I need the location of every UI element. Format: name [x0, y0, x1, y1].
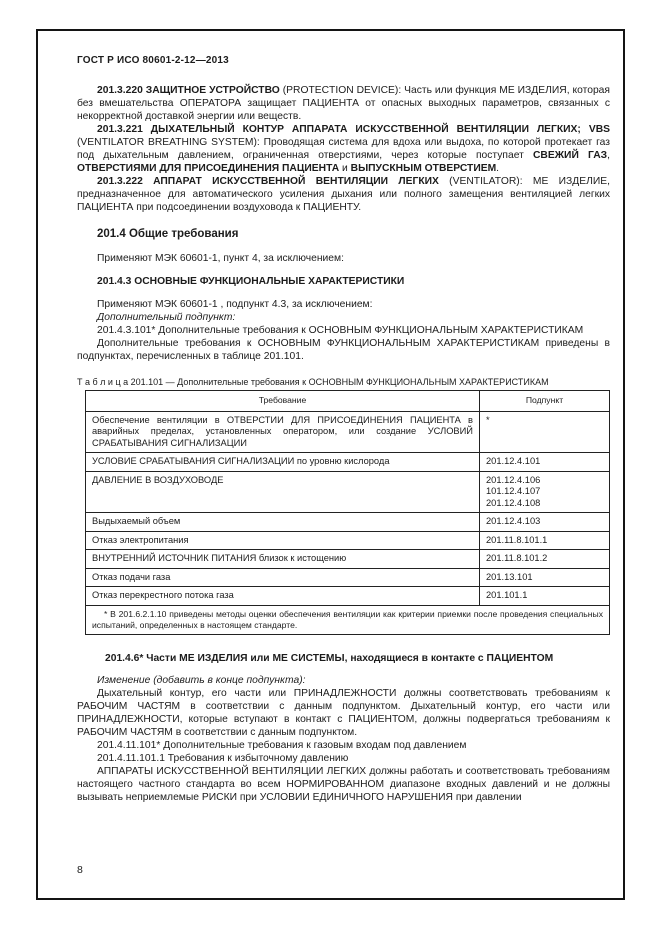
cell-subclause: 201.12.4.103	[480, 513, 610, 532]
cell-subclause: *	[480, 411, 610, 453]
cell-requirement: Отказ перекрестного потока газа	[86, 587, 480, 606]
cell-subclause: 201.12.4.101	[480, 453, 610, 472]
cell-requirement: Отказ электропитания	[86, 531, 480, 550]
paragraph-apply-clause-4-3: Применяют МЭК 60601-1 , подпункт 4.3, за исключением:	[97, 299, 373, 310]
cell-subclause: 201.11.8.101.1	[480, 531, 610, 550]
definition-201-3-220: 201.3.220 ЗАЩИТНОЕ УСТРОЙСТВО (PROTECTION DEVICE): Часть или функция МЕ ИЗДЕЛИЯ, которая без вмешательства ОПЕРАТОРА защищает ПАЦИЕНТА от опасных выходных параметров, связанных с некорректной доставкой энергии или веществ.	[77, 85, 610, 122]
cell-requirement: Отказ подачи газа	[86, 568, 480, 587]
paragraph-additional-subclause: Дополнительный подпункт:	[97, 312, 236, 323]
cell-requirement: Выдыхаемый объем	[86, 513, 480, 532]
table-row	[86, 568, 610, 587]
column-header-requirement: Требование	[86, 391, 480, 412]
definition-201-3-221: 201.3.221 ДЫХАТЕЛЬНЫЙ КОНТУР АППАРАТА ИСКУССТВЕННОЙ ВЕНТИЛЯЦИИ ЛЕГКИХ; VBS (VENTILATOR BREATHING SYSTEM): Проводящая система для вдоха или выдоха, по которой протекает газ под дыхательным давлением, ограниченная отверстиями, через которые поступает СВЕЖИЙ ГАЗ, ОТВЕРСТИЯМИ ДЛЯ ПРИСОЕДИНЕНИЯ ПАЦИЕНТА и ВЫПУСКНЫМ ОТВЕРСТИЕМ.	[77, 124, 610, 174]
paragraph-apply-clause-4: Применяют МЭК 60601-1, пункт 4, за исключением:	[97, 253, 344, 264]
cell-requirement: УСЛОВИЕ СРАБАТЫВАНИЯ СИГНАЛИЗАЦИИ по уровню кислорода	[86, 453, 480, 472]
table-footnote-row	[86, 605, 610, 634]
paragraph-table-intro: Дополнительные требования к ОСНОВНЫМ ФУНКЦИОНАЛЬНЫМ ХАРАКТЕРИСТИКАМ приведены в подпунктах, перечисленных в таблице 201.101.	[77, 338, 610, 362]
page-frame	[36, 29, 625, 900]
column-header-subclause: Подпункт	[480, 391, 610, 412]
table-row	[86, 587, 610, 606]
table-row	[86, 531, 610, 550]
cell-subclause: 201.11.8.101.2	[480, 550, 610, 569]
cell-subclause: 201.12.4.106 101.12.4.107 201.12.4.108	[480, 471, 610, 513]
page-number: 8	[77, 864, 83, 876]
cell-requirement: Обеспечение вентиляции в ОТВЕРСТИИ ДЛЯ ПРИСОЕДИНЕНИЯ ПАЦИЕНТА в аварийных пределах, установленных оператором, или создание УСЛОВИЙ СРАБАТЫВАНИЯ СИГНАЛИЗАЦИИ	[86, 411, 480, 453]
table-caption: Т а б л и ц а 201.101 — Дополнительные требования к ОСНОВНЫМ ФУНКЦИОНАЛЬНЫМ ХАРАКТЕРИСТИКАМ	[77, 377, 549, 387]
table-row	[86, 411, 610, 453]
table-footnote: * В 201.6.2.1.10 приведены методы оценки обеспечения вентиляции как критерии приемки после проведения специальных испытаний, определенных в настоящем стандарте.	[86, 605, 610, 634]
table-row	[86, 513, 610, 532]
definition-201-3-222: 201.3.222 АППАРАТ ИСКУССТВЕННОЙ ВЕНТИЛЯЦИИ ЛЕГКИХ (VENTILATOR): МЕ ИЗДЕЛИЕ, предназначенное для автоматического усиления дыхания или полного замещения вентиляцией легких ПАЦИЕНТА при подсоединении воздуховода к ПАЦИЕНТУ.	[77, 176, 610, 213]
table-row	[86, 550, 610, 569]
requirements-table	[85, 390, 610, 635]
table-header-row	[86, 391, 610, 412]
table-row	[86, 471, 610, 513]
table-row	[86, 453, 610, 472]
cell-subclause: 201.101.1	[480, 587, 610, 606]
paragraph-ventilators: АППАРАТЫ ИСКУССТВЕННОЙ ВЕНТИЛЯЦИИ ЛЕГКИХ должны работать и соответствовать требованиям настоящего частного стандарта во всем НОРМИРОВАННОМ диапазоне входных давлений и не должны вызывать неприемлемые РИСКИ при УСЛОВИИ ЕДИНИЧНОГО НАРУШЕНИЯ при давлении	[77, 765, 610, 803]
cell-requirement: ВНУТРЕННИЙ ИСТОЧНИК ПИТАНИЯ близок к истощению	[86, 550, 480, 569]
paragraph-change-note: Изменение (добавить в конце подпункта):	[97, 674, 306, 686]
paragraph-201-4-11-101: 201.4.11.101* Дополнительные требования к газовым входам под давлением	[97, 739, 467, 751]
heading-201-4-6: 201.4.6* Части МЕ ИЗДЕЛИЯ или МЕ СИСТЕМЫ, находящиеся в контакте с ПАЦИЕНТОМ	[105, 652, 554, 664]
paragraph-breathing-circuit: Дыхательный контур, его части или ПРИНАДЛЕЖНОСТИ должны соответствовать требованиям к РАБОЧИМ ЧАСТЯМ в соответствии с данным подпунктом. Дыхательный контур, его части или ПРИНАДЛЕЖНОСТИ, которые вступают в контакт с ПАЦИЕНТОМ, должны подвергаться требованиям к РАБОЧИМ ЧАСТЯМ в соответствии с данным подпунктом.	[77, 687, 610, 738]
cell-requirement: ДАВЛЕНИЕ В ВОЗДУХОВОДЕ	[86, 471, 480, 513]
document-header: ГОСТ Р ИСО 80601-2-12—2013	[77, 55, 229, 66]
heading-201-4-3: 201.4.3 ОСНОВНЫЕ ФУНКЦИОНАЛЬНЫЕ ХАРАКТЕРИСТИКИ	[97, 276, 405, 287]
heading-201-4: 201.4 Общие требования	[97, 228, 239, 240]
paragraph-201-4-11-101-1: 201.4.11.101.1 Требования к избыточному давлению	[97, 752, 349, 764]
cell-subclause: 201.13.101	[480, 568, 610, 587]
paragraph-201-4-3-101: 201.4.3.101* Дополнительные требования к ОСНОВНЫМ ФУНКЦИОНАЛЬНЫМ ХАРАКТЕРИСТИКАМ	[97, 325, 584, 336]
